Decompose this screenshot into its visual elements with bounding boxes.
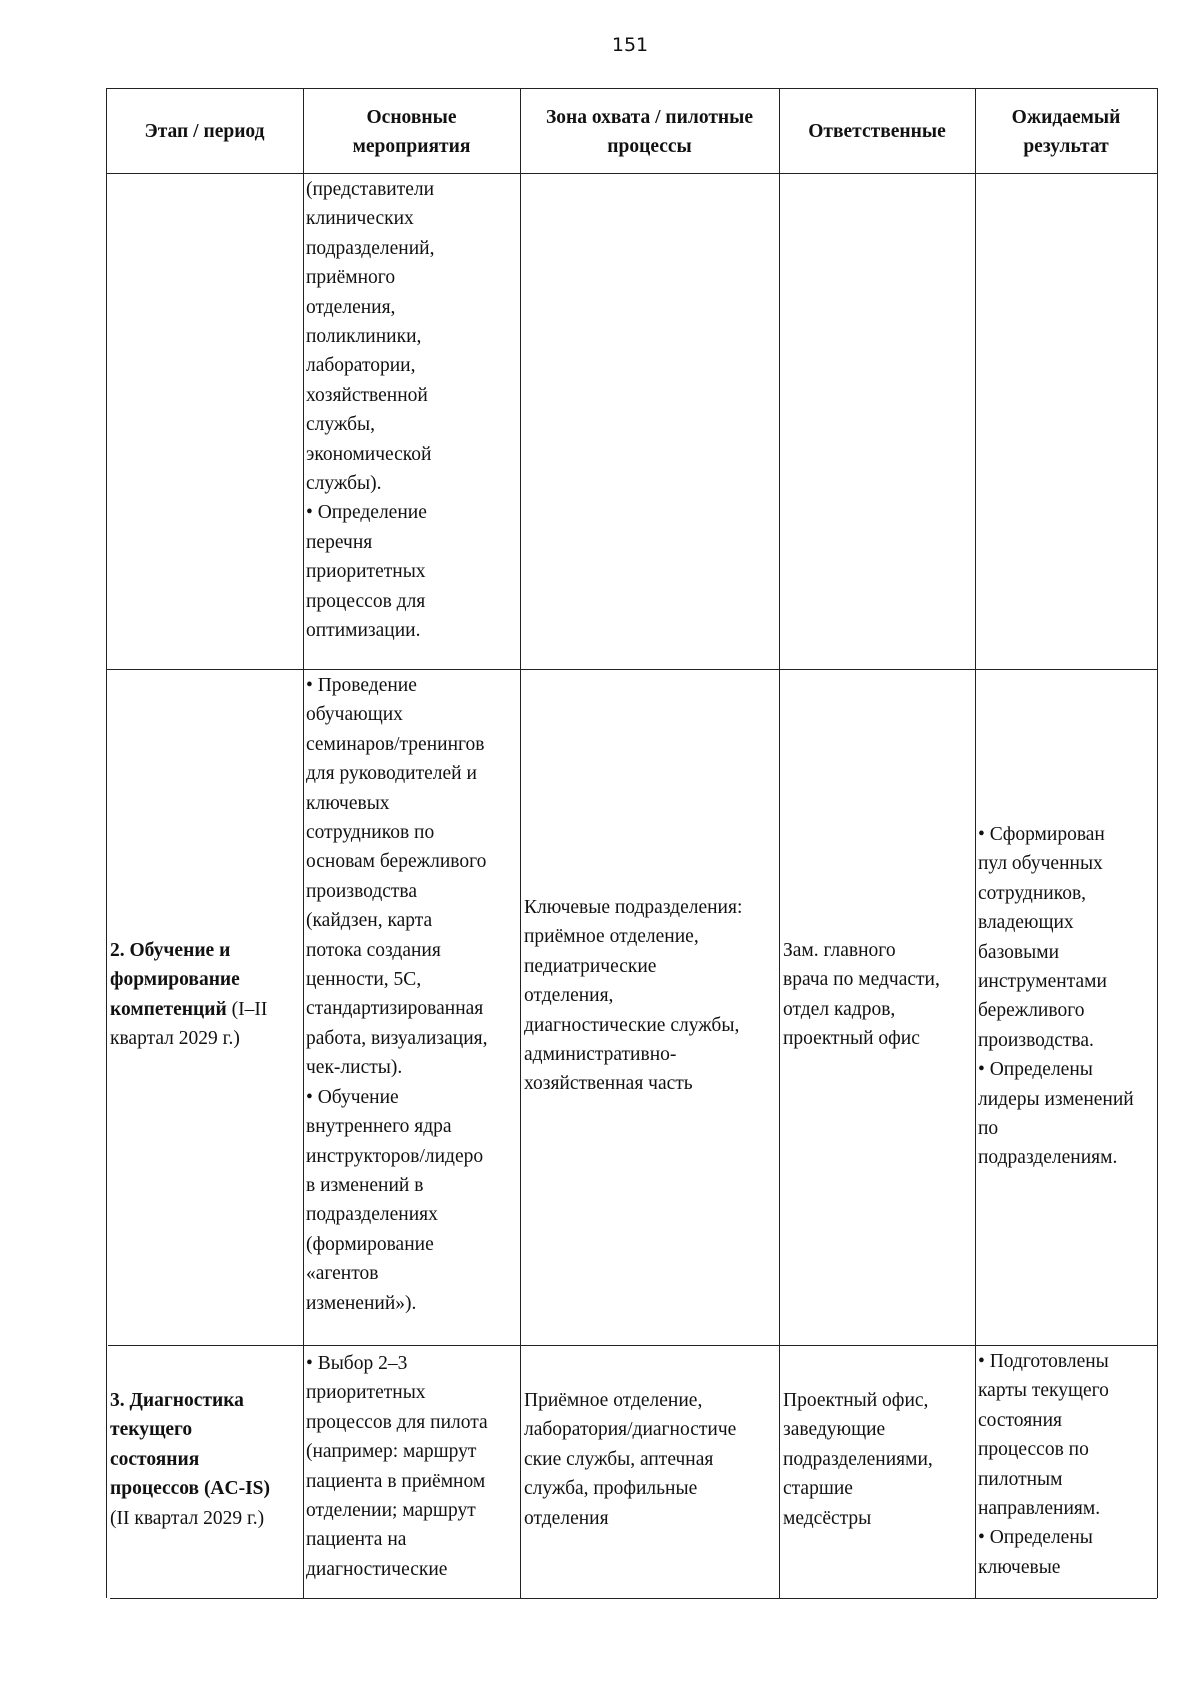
header-activities: Основные мероприятия xyxy=(352,106,471,157)
col-divider-4 xyxy=(975,88,976,1598)
page-number: 151 xyxy=(611,34,649,56)
col-divider-3 xyxy=(779,88,780,1598)
row1-activities: (представители клинических подразделений, приёмного отделения, поликлиники, лаборатории, хозяйственной службы, экономической службы). • Определение перечня приоритетных процессов для оптимизации. xyxy=(306,179,435,642)
row2-activities: • Проведение обучающих семинаров/тренингов для руководителей и ключевых сотрудников по основам бережливого производства (кайдзен, карта потока создания ценности, 5С, стандартизированная работа, визуализация, чек-листы). • Обучение внутреннего ядра инструкторов/лидеро в изменений в подразделениях (формирование «агентов изменений»). xyxy=(306,675,488,1314)
header-result: Ожидаемый результат xyxy=(1011,106,1121,157)
table-border-bottom xyxy=(110,1598,1157,1599)
row2-result: • Сформирован пул обученных сотрудников, владеющих базовыми инструментами бережливого производства. • Определены лидеры изменений по подразделениям. xyxy=(978,824,1134,1169)
row1-bottom-line xyxy=(106,669,1157,670)
row3-activities: • Выбор 2–3 приоритетных процессов для пилота (например: маршрут пациента в приёмном отделении; маршрут пациента на диагностические xyxy=(306,1353,488,1580)
table-border-right xyxy=(1157,88,1158,1598)
col-divider-2 xyxy=(520,88,521,1598)
header-stage: Этап / период xyxy=(144,121,265,142)
col-divider-1 xyxy=(303,88,304,1598)
table-border-top xyxy=(106,88,1157,89)
row3-responsible: Проектный офис, заведующие подразделениями, старшие медсёстры xyxy=(783,1390,933,1529)
header-scope: Зона охвата / пилотные процессы xyxy=(545,106,754,157)
row2-scope: Ключевые подразделения: приёмное отделение, педиатрические отделения, диагностические службы, административно- хозяйственная часть xyxy=(524,897,743,1095)
row2-bottom-line xyxy=(108,1345,1157,1346)
row3-scope: Приёмное отделение, лаборатория/диагностиче ские службы, аптечная служба, профильные отделения xyxy=(524,1390,737,1529)
row3-result: • Подготовлены карты текущего состояния процессов по пилотным направлениям. • Определены ключевые xyxy=(978,1351,1109,1578)
row2-responsible: Зам. главного врача по медчасти, отдел кадров, проектный офис xyxy=(783,940,940,1050)
row3-stage: 3. Диагностика текущего состояния процессов (AC-IS) (II квартал 2029 г.) xyxy=(110,1390,271,1529)
header-responsible: Ответственные xyxy=(808,121,946,142)
row2-stage: 2. Обучение и формирование компетенций (I–II квартал 2029 г.) xyxy=(110,940,268,1050)
header-bottom-line xyxy=(106,173,1157,174)
table-border-left xyxy=(106,88,107,1598)
